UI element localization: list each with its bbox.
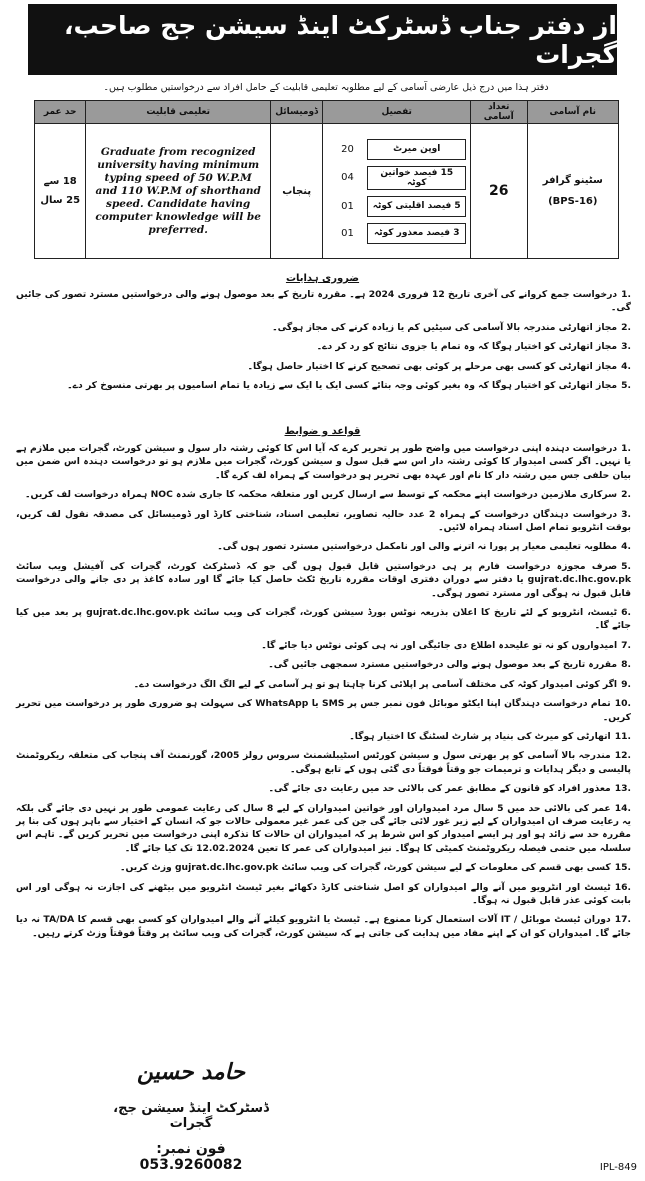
- qualification: Graduate from recognized university having minimum typing speed of 50 W.P.M and 110 W.P.M of shorthand speed. Candidate having computer knowledge will be preferred.: [86, 124, 270, 259]
- table-header-row: [35, 101, 619, 124]
- list-item: .2سرکاری ملازمین درخواست اپنے محکمہ کے توسط سے ارسال کریں اور متعلقہ محکمہ کا جاری شدہ NOC ہمراہ درخواست لف کریں۔: [25, 489, 631, 501]
- posts-table: [34, 100, 619, 259]
- list-item: .10تمام درخواست دہندگان اپنا ایکٹو موبائل فون نمبر جس پر SMS یا WhatsApp کی سہولت ہو ضروری طور پر درخواست میں تحریر کریں۔: [16, 698, 631, 723]
- col-total: تعداد آسامی: [470, 101, 527, 124]
- quota-row: [327, 139, 466, 160]
- post-name: سٹینو گرافر: [542, 175, 603, 186]
- quota-label: 3 فیصد معذور کوٹہ: [367, 223, 466, 244]
- age-min: 18 سے: [43, 176, 77, 187]
- list-item: .1درخواست جمع کروانے کی آخری تاریخ 12 فروری 2024 ہے۔ مقررہ تاریخ کے بعد موصول ہونے والی درخواستیں مسترد تصور کی جائیں گی۔: [16, 289, 631, 314]
- list-item: .3درخواست دہندگان درخواست کے ہمراہ 2 عدد حالیہ تصاویر، تعلیمی اسناد، شناختی کارڈ اور ڈومیسائل کی مصدقہ نقول لف کریں، بوقت انٹرویو تمام اصل اسناد ہمراہ لائیں۔: [16, 508, 631, 534]
- signature-title: ڈسٹرکٹ اینڈ سیشن جج، گجرات: [113, 1101, 269, 1131]
- list-item: .1درخواست دہندہ اپنی درخواست میں واضح طور پر تحریر کرے کہ آیا اس کا کوئی رشتہ دار سول و سیشن کورٹ، گجرات میں ملازم ہے یا نہیں۔ اگر کسی امیدوار کا کوئی رشتہ دار اس سے قبل سول و سیشن کورٹ، گجرات میں ملازم ہو تو درخواست دہندہ اس ضمن میں بیان حلفی جس میں رشتہ دار کا نام اور عہدہ بھی تحریر ہو درخواست کے ہمراہ لف کرے گا۔: [16, 443, 631, 481]
- total-posts: 26: [470, 124, 527, 259]
- instructions-heading: ضروری ہدایات: [285, 273, 360, 284]
- quota-row: [327, 166, 466, 190]
- list-item: .7امیدواروں کو نہ تو علیحدہ اطلاع دی جائیگی اور نہ ہی کوئی نوٹس دیا جائے گا۔: [261, 639, 631, 651]
- col-detail: تفصیل: [323, 101, 471, 124]
- domicile: پنجاب: [270, 124, 323, 259]
- list-item: .9اگر کوئی امیدوار کوٹہ کی مختلف آسامی پر اپلائی کرنا چاہتا ہو تو ہر آسامی کے لیے الگ الگ درخواست دے۔: [133, 678, 631, 690]
- list-item: .8مقررہ تاریخ کے بعد موصول ہونے والی درخواستیں مسترد سمجھی جائیں گی۔: [268, 659, 631, 671]
- post-grade: (BPS-16): [548, 196, 598, 207]
- list-item: .4مطلوبہ تعلیمی معیار پر پورا نہ اترنے والی اور نامکمل درخواستیں مسترد تصور ہوں گی۔: [217, 541, 631, 553]
- list-item: .17دوران ٹیسٹ موبائل / IT آلات استعمال کرنا ممنوع ہے۔ ٹیسٹ یا انٹرویو کیلئے آنے والے امیدواران کو کسی بھی قسم کا TA/DA نہ دیا جائے گا۔ امیدواران کو ان کے اپنے مفاد میں ہدایت کی جاتی ہے کہ سیشن کورٹ، گجرات کی ویب سائٹ پر وقتاً فوقتاً وزٹ کرتے رہیں۔: [16, 914, 631, 939]
- quota-row: [327, 196, 466, 217]
- list-item: .13معذور افراد کو قانون کے مطابق عمر کی بالائی حد میں رعایت دی جائے گی۔: [268, 783, 631, 795]
- signature-name: حامد حسین: [137, 1059, 245, 1085]
- post-name-cell: [527, 124, 618, 259]
- reference-code: IPL-849: [599, 1162, 637, 1173]
- col-qualification: تعلیمی قابلیت: [86, 101, 270, 124]
- list-item: .16ٹیسٹ اور انٹرویو میں آنے والے امیدواران کو اصل شناختی کارڈ دکھائے بغیر ٹیسٹ انٹرویو میں بیٹھنے کی اجازت نہ ہوگی اور اس بابت کوئی عذر قابل قبول نہ ہوگا۔: [16, 881, 631, 906]
- list-item: .4مجاز اتھارٹی کو کسی بھی مرحلے پر کوئی بھی تصحیح کرنے کا اختیار حاصل ہوگا۔: [247, 360, 631, 372]
- quota-count: 01: [341, 227, 354, 239]
- quota-row: [327, 223, 466, 244]
- list-item: .5صرف مجوزہ درخواست فارم پر ہی درخواستیں قابل قبول ہوں گی جو کہ ڈسٹرکٹ کورٹ، گجرات کی آفیشل ویب سائٹ gujrat.dc.lhc.gov.pk یا دفتر سے دوران دفتری اوقات مقررہ تاریخ ٹکٹ حاصل کیا جائے گا اور سادہ کاغذ پر دی جانے والی درخواست قابل قبول نہ ہوگی اور مسترد تصور ہوگی۔: [16, 560, 631, 599]
- quota-count: 04: [341, 172, 354, 183]
- list-item: .5مجاز اتھارٹی کو اختیار ہوگا کہ وہ بغیر کوئی وجہ بتائے کسی ایک یا ایک سے زیادہ یا تمام اسامیوں پر بھرتی منسوخ کر دے۔: [67, 380, 631, 392]
- quota-count: 20: [341, 143, 354, 155]
- signature-block: [106, 1059, 276, 1173]
- quota-label: 15 فیصد خواتین کوٹہ: [367, 166, 466, 190]
- col-age: حد عمر: [35, 101, 86, 124]
- quota-label: 5 فیصد اقلیتی کوٹہ: [367, 196, 466, 217]
- signature-phone-line: [106, 1141, 276, 1173]
- list-item: .6ٹیسٹ، انٹرویو کے لئے تاریخ کا اعلان بذریعہ نوٹس بورڈ سیشن کورٹ، گجرات کی ویب سائٹ gujrat.dc.lhc.gov.pk پر بعد میں کیا جائے گا۔: [16, 607, 631, 632]
- quota-cell: [323, 124, 471, 259]
- quota-count: 01: [341, 200, 354, 212]
- phone-number: 053.9260082: [139, 1157, 243, 1173]
- table-row: [35, 124, 619, 259]
- instructions-list: [16, 288, 631, 398]
- rules-list: [16, 442, 631, 946]
- rules-heading: قواعد و ضوابط: [284, 426, 361, 437]
- quota-table: [327, 133, 466, 250]
- col-post-name: نام آسامی: [527, 101, 618, 124]
- quota-label: اوپن میرٹ: [367, 139, 466, 160]
- job-advertisement: [6, 4, 639, 1176]
- phone-label: فون نمبر:: [156, 1141, 226, 1157]
- list-item: .15کسی بھی قسم کی معلومات کے لیے سیشن کورٹ، گجرات کی ویب سائٹ gujrat.dc.lhc.gov.pk وزٹ کریں۔: [120, 862, 631, 874]
- age-limit-cell: [35, 124, 86, 259]
- list-item: .2مجاز اتھارٹی مندرجہ بالا آسامی کی سیٹیں کم یا زیادہ کرنے کی مجاز ہوگی۔: [272, 321, 631, 333]
- list-item: .12مندرجہ بالا آسامی کو پر بھرتی سول و سیشن کورٹس اسٹیبلشمنٹ سروس رولز 2005، گورنمنٹ آف پنجاب کی متعلقہ ریکروٹمنٹ پالیسی و دیگر ہدایات و ترمیمات جو وقتاً فوقتاً دی گئی ہوں کے تابع ہوگی۔: [16, 750, 632, 775]
- col-domicile: ڈومیسائل: [270, 101, 323, 124]
- header-title: از دفتر جناب ڈسٹرکٹ اینڈ سیشن جج صاحب، گجرات: [28, 4, 617, 75]
- list-item: .3مجاز اتھارٹی کو اختیار ہوگا کہ وہ تمام یا جزوی نتائج کو رد کر دے۔: [316, 341, 631, 353]
- age-max: 25 سال: [40, 195, 81, 206]
- list-item: .14عمر کی بالائی حد میں 5 سال مرد امیدواران اور خواتین امیدواران کے لیے 8 سال کی رعایت عمومی طور پر نہیں دی جائے گی بلکہ یہ رعایت صرف ان امیدواران کے لیے زیر غور لائی جائے گی جن کی عمر غیر معمولی حالات جو کہ انسان کے اختیار سے باہر ہوں کی بنا پر مقررہ حد سے زائد ہو اور ہر ایسے امیدوار کو اس شرط پر کہ امیدواران ان حالات کا تذکرہ اپنی درخواست میں تحریر کریں گے۔ تاہم اس سلسلہ میں حتمی فیصلہ ریکروٹمنٹ کمیٹی کا ہوگا۔ نیز امیدواران کی عمر کا تعین 12.02.2024 تک کیا جائے گا۔: [16, 802, 631, 854]
- list-item: .11اتھارٹی کو میرٹ کی بنیاد پر شارٹ لسٹنگ کا اختیار ہوگا۔: [349, 730, 631, 742]
- intro-text: دفتر ہذا میں درج ذیل عارضی آسامی کے لیے مطلوبہ تعلیمی قابلیت کے حامل افراد سے درخواستیں مطلوب ہیں۔: [103, 82, 549, 93]
